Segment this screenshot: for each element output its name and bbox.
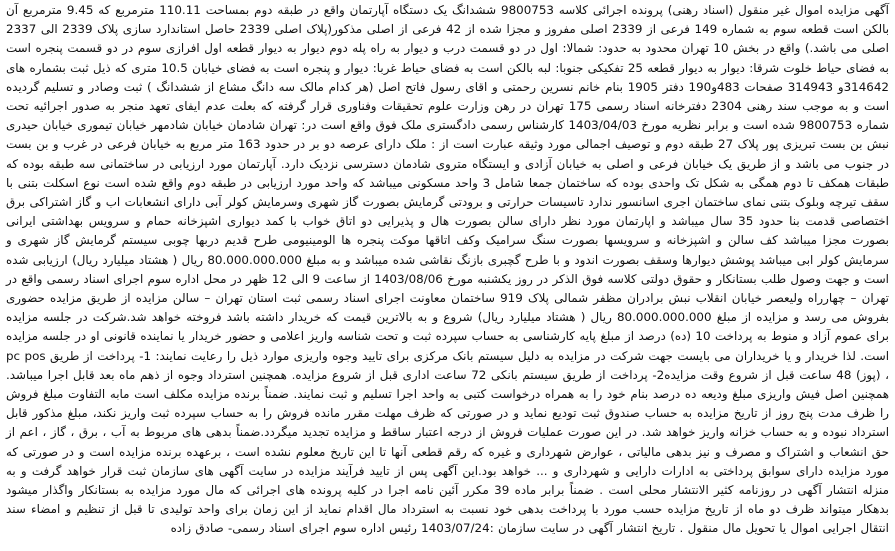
- auction-notice-text: آگهی مزایده اموال غیر منقول (اسناد رهنی) پرونده اجرائی کلاسه 9800753 ششدانگ یک دستگاه آپارتمان واقع در طبقه دوم بمساحت 110.11 مترمربع که 9.45 مترمربع آن بالکن است قطعه سوم به شماره 149 فرعی از 2339 اصلی مفروز و مجزا شده از 42 فرعی از اصلی مذکور(پلاک اصلی 2339 حاصل استاندارد سازی پلاک 2339 الی 2337 اصلی می باشد.) واقع در بخش 10 تهران محدود به حدود: شمالا: اول در دو قسمت درب و دیوار به راه پله دوم دیوار به دیوار قطعه اول افرازی سوم در دو قسمت پنجره است به فضای حیاط خلوت شرقا: دیوار به دیوار قطعه 25 تفکیکی جنوبا: لبه بالکن است به فضای حیاط غربا: دیوار و پنجره است به فضای خیابان 10.5 متری که ذیل ثبت بشماره های 314642و 314943 صفحات 483و190 دفتر 1905 بنام خانم نسرین رحمتی و اقای رسول فاتح اصل (هر کدام مالک سه دانگ مشاع از ششدانگ ) ثبت وصادر و تسلیم گردیده است و به موجب سند رهنی 2304 دفترخانه اسناد رسمی 175 تهران در رهن وزارت علوم تحقیقات وفناوری قرار گرفته که بعلت عدم ایفای تعهد منجر به صدور اجرائیه تحت شماره 9800753 شده است و برابر نظریه مورخ 1403/04/03 کارشناس رسمی دادگستری ملک فوق واقع است در: تهران شادمان خیابان شادمهر خیابان تیموری خیابان حیدری نبش بن بست تبریزی پور پلاک 27 طبقه دوم و توصیف اجمالی مورد وثیقه عبارت است از : ملک دارای عرصه دو بر در حدود 163 متر مربع به خیابان فرعی در غرب و بن بست در جنوب می باشد و از طریق یک خیابان فرعی و اصلی به خیابان آزادی و ایستگاه متروی شادمان دسترسی نزدیک دارد. آپارتمان مورد ارزیابی در ساختمانی سه طبقه بوده که طبقات همکف تا دوم همگی به شکل تک واحدی بوده که ساختمان جمعا شامل 3 واحد مسکونی میباشد که واحد مورد ارزیابی در طبقه دوم واقع شده است نوع اسکلت بتنی با سقف تیرچه وبلوک بتنی نمای ساختمان اجری اسانسور ندارد تاسیسات حرارتی و برودتی گرمایش بصورت گاز شهری وسرمایش کولر آبی دارای انشعابات اب و گاز اشتراکی برق اختصاصی قدمت بنا حدود 35 سال میباشد و اپارتمان مورد نظر دارای سالن بصورت هال و پذیرایی دو اتاق خواب با کمد دیواری اشپزخانه حمام و سرویس بهداشتی ایرانی بصورت مجزا میباشد کف سالن و اشپزخانه و سرویسها بصورت سنگ سرامیک وکف اتاقها موکت پنجره ها الومینیومی طرح قدیم دربها چوبی سیستم گرمایش گاز شهری و سرمایش کولر ابی میباشد پوشش دیوارها وسقف بصورت اندود و با طرح گچبری بازنگ نقاشی شده میباشد و به مبلغ 80.000.000.000 ریال ( هشتاد میلیارد ریال) ارزیابی شده است و جهت وصول طلب بستانکار و حقوق دولتی کلاسه فوق الذکر در روز یکشنبه مورخ 1403/08/06 از ساعت 9 الی 12 ظهر در محل اداره سوم اجرای اسناد رسمی واقع در تهران – چهارراه ولیعصر خیابان انقلاب نبش برادران مظفر شمالی پلاک 919 ساختمان معاونت اجرای اسناد رسمی ثبت استان تهران – سالن مزایده از طریق مزایده حضوری بفروش می رسد و مزایده از مبلغ 80.000.000.000 ریال ( هشتاد میلیارد ریال) شروع و به بالاترین قیمت که خریدار داشته باشد فروخته خواهد شد.شرکت در جلسه مزایده برای عموم آزاد و منوط به پرداخت 10 (ده) درصد از مبلغ پایه کارشناسی به حساب سپرده ثبت و تحت شناسه واریز اعلامی و حضور خریدار یا نماینده قانونی او در جلسه مزایده است. لذا خریدار و یا خریداران می بایست جهت شرکت در مزایده به دلیل سیستم بانک مرکزی برای تایید وجوه واریزی موارد ذیل را رعایت نمایند: 1- پرداخت از طریق pc pos ، (پوز) 48 ساعت قبل از شروع وقت مزایده2- پرداخت از طریق سیستم بانکی 72 ساعت اداری قبل از شروع مزایده. همچنین استرداد وجوه از ذهم ماه بعد قابل اجرا میباشد. همچنین اصل فیش واریزی مبلغ ودیعه ده درصد بنام خود را به همراه درخواست کتبی به واحد اجرا تسلیم و ثبت نمایند. ضمناً برنده مزایده مکلف است مابه التفاوت مبلغ فروش را ظرف مدت پنج روز از تاریخ مزایده به حساب صندوق ثبت تودیع نماید و در صورتی که ظرف مهلت مقرر مانده فروش را به حساب سپرده ثبت واریز نکند، مبلغ مذکور قابل استرداد نبوده و به حساب خزانه واریز خواهد شد. در این صورت عملیات فروش از درجه اعتبار ساقط و مزایده تجدید میگردد.ضمناً بدهی های مربوط به آب ، برق ، گاز ، اعم از حق انشعاب و اشتراک و مصرف و نیز بدهی مالیاتی ، عوارض شهرداری و غیره که رقم قطعی آنها تا این تاریخ معلوم نشده است ، برعهده برنده مزایده است و در صورتی که مورد مزایده دارای سوابق پرداختی به ادارات دارایی و شهرداری و ... خواهد بود.این آگهی پس از تایید فرآیند مزایده در سایت آگهی های سازمان ثبت قرار خواهد گرفت و به منزله انتشار آگهی در روزنامه کثیر الانتشار محلی است . ضمناً برابر ماده 39 مکرر آئین نامه اجرا در کلیه پرونده های اجرائی که مال مورد مزایده به بستانکار واگذار میشود بدهکار میتواند ظرف دو ماه از تاریخ مزایده حسب مورد با پرداخت بدهی خود نسبت به استرداد مال اقدام نماید از این زمان برای واحد تولیدی تا قبل از تنظیم و امضاء سند انتقال اجرایی اموال یا تحویل مال منقول . تاریخ انتشار آگهی در سایت سازمان :1403/07/24 رئیس اداره سوم اجرای اسناد رسمی- صادق زاده: [6, 3, 890, 536]
